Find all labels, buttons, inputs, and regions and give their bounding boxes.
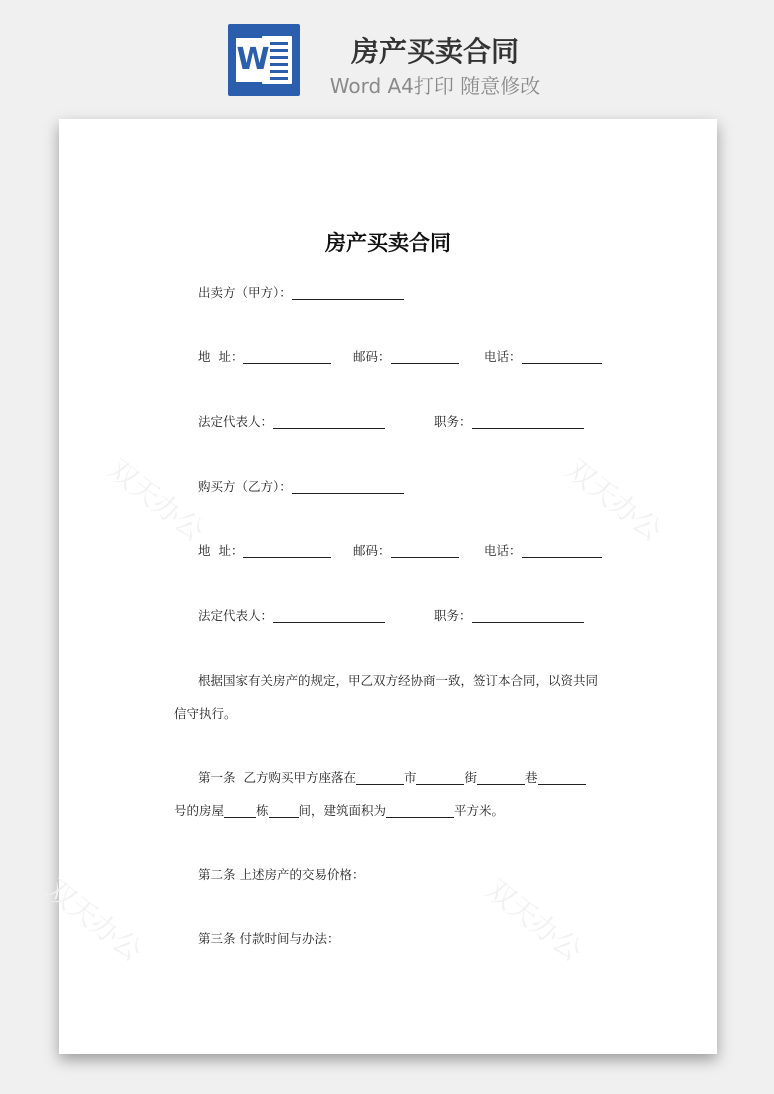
position-blank[interactable] [472, 415, 584, 429]
watermark: 双天办公 [39, 872, 149, 968]
buyer-legal-rep-row [198, 608, 385, 624]
buyer-position-row [434, 608, 584, 624]
header-banner [0, 0, 774, 118]
phone-blank[interactable] [522, 350, 602, 364]
article-3: 第三条 付款时间与办法： [198, 931, 340, 946]
watermark: 双天办公 [101, 452, 211, 548]
address-label: 地 址： [198, 543, 244, 558]
unit-label: 平方米。 [454, 803, 505, 818]
seller-phone-row [484, 349, 602, 365]
banner-subtitle: Word A4打印 随意修改 [329, 74, 541, 98]
seller-address-row [198, 349, 331, 365]
position-label: 职务： [434, 414, 472, 429]
street-label: 街 [464, 770, 477, 785]
phone-label: 电话： [484, 349, 522, 364]
location-blank[interactable] [356, 771, 404, 785]
phone-label: 电话： [484, 543, 522, 558]
legal-rep-blank[interactable] [273, 609, 385, 623]
buyer-row [198, 479, 404, 495]
watermark: 双天办公 [479, 872, 589, 968]
buyer-blank[interactable] [292, 480, 404, 494]
article-1-text: 第一条 乙方购买甲方座落在 [198, 770, 356, 785]
postcode-blank[interactable] [391, 350, 459, 364]
area-blank[interactable] [386, 804, 454, 818]
watermark: 双天办公 [559, 452, 669, 548]
seller-label: 出卖方（甲方）： [198, 285, 292, 300]
street-blank[interactable] [477, 771, 525, 785]
address-label: 地 址： [198, 349, 244, 364]
building-blank[interactable] [224, 804, 256, 818]
city-blank[interactable] [416, 771, 464, 785]
document-page [39, 119, 717, 1054]
postcode-blank[interactable] [391, 544, 459, 558]
seller-row [198, 285, 404, 301]
seller-postcode-row [353, 349, 459, 365]
document-title: 房产买卖合同 [325, 231, 451, 255]
article-2: 第二条 上述房产的交易价格： [198, 867, 365, 882]
room-blank[interactable] [269, 804, 299, 818]
lane-label: 巷 [524, 770, 538, 785]
city-label: 市 [403, 770, 417, 785]
postcode-label: 邮码： [353, 349, 391, 364]
buyer-phone-row [484, 543, 602, 559]
buyer-address-row [198, 543, 331, 559]
word-icon [228, 24, 300, 96]
intro-line-2: 信守执行。 [174, 706, 237, 721]
legal-rep-blank[interactable] [273, 415, 385, 429]
word-icon-letter: W [236, 38, 270, 82]
address-blank[interactable] [243, 544, 331, 558]
position-label: 职务： [434, 608, 472, 623]
position-blank[interactable] [472, 609, 584, 623]
house-number-label: 号的房屋 [174, 803, 225, 818]
legal-rep-label: 法定代表人： [198, 608, 274, 623]
seller-legal-rep-row [198, 414, 385, 430]
lane-blank[interactable] [538, 771, 586, 785]
intro-line-1: 根据国家有关房产的规定，甲乙双方经协商一致，签订本合同，以资共同 [198, 673, 599, 688]
postcode-label: 邮码： [353, 543, 391, 558]
buyer-label: 购买方（乙方）： [198, 479, 292, 494]
legal-rep-label: 法定代表人： [198, 414, 274, 429]
address-blank[interactable] [243, 350, 331, 364]
article-1-line-1 [198, 770, 586, 786]
banner-title: 房产买卖合同 [350, 35, 519, 68]
buyer-postcode-row [353, 543, 459, 559]
building-label: 栋 [256, 803, 269, 818]
seller-position-row [434, 414, 584, 430]
area-label: 间，建筑面积为 [298, 803, 387, 818]
seller-blank[interactable] [292, 286, 404, 300]
phone-blank[interactable] [522, 544, 602, 558]
article-1-line-2 [174, 803, 504, 819]
